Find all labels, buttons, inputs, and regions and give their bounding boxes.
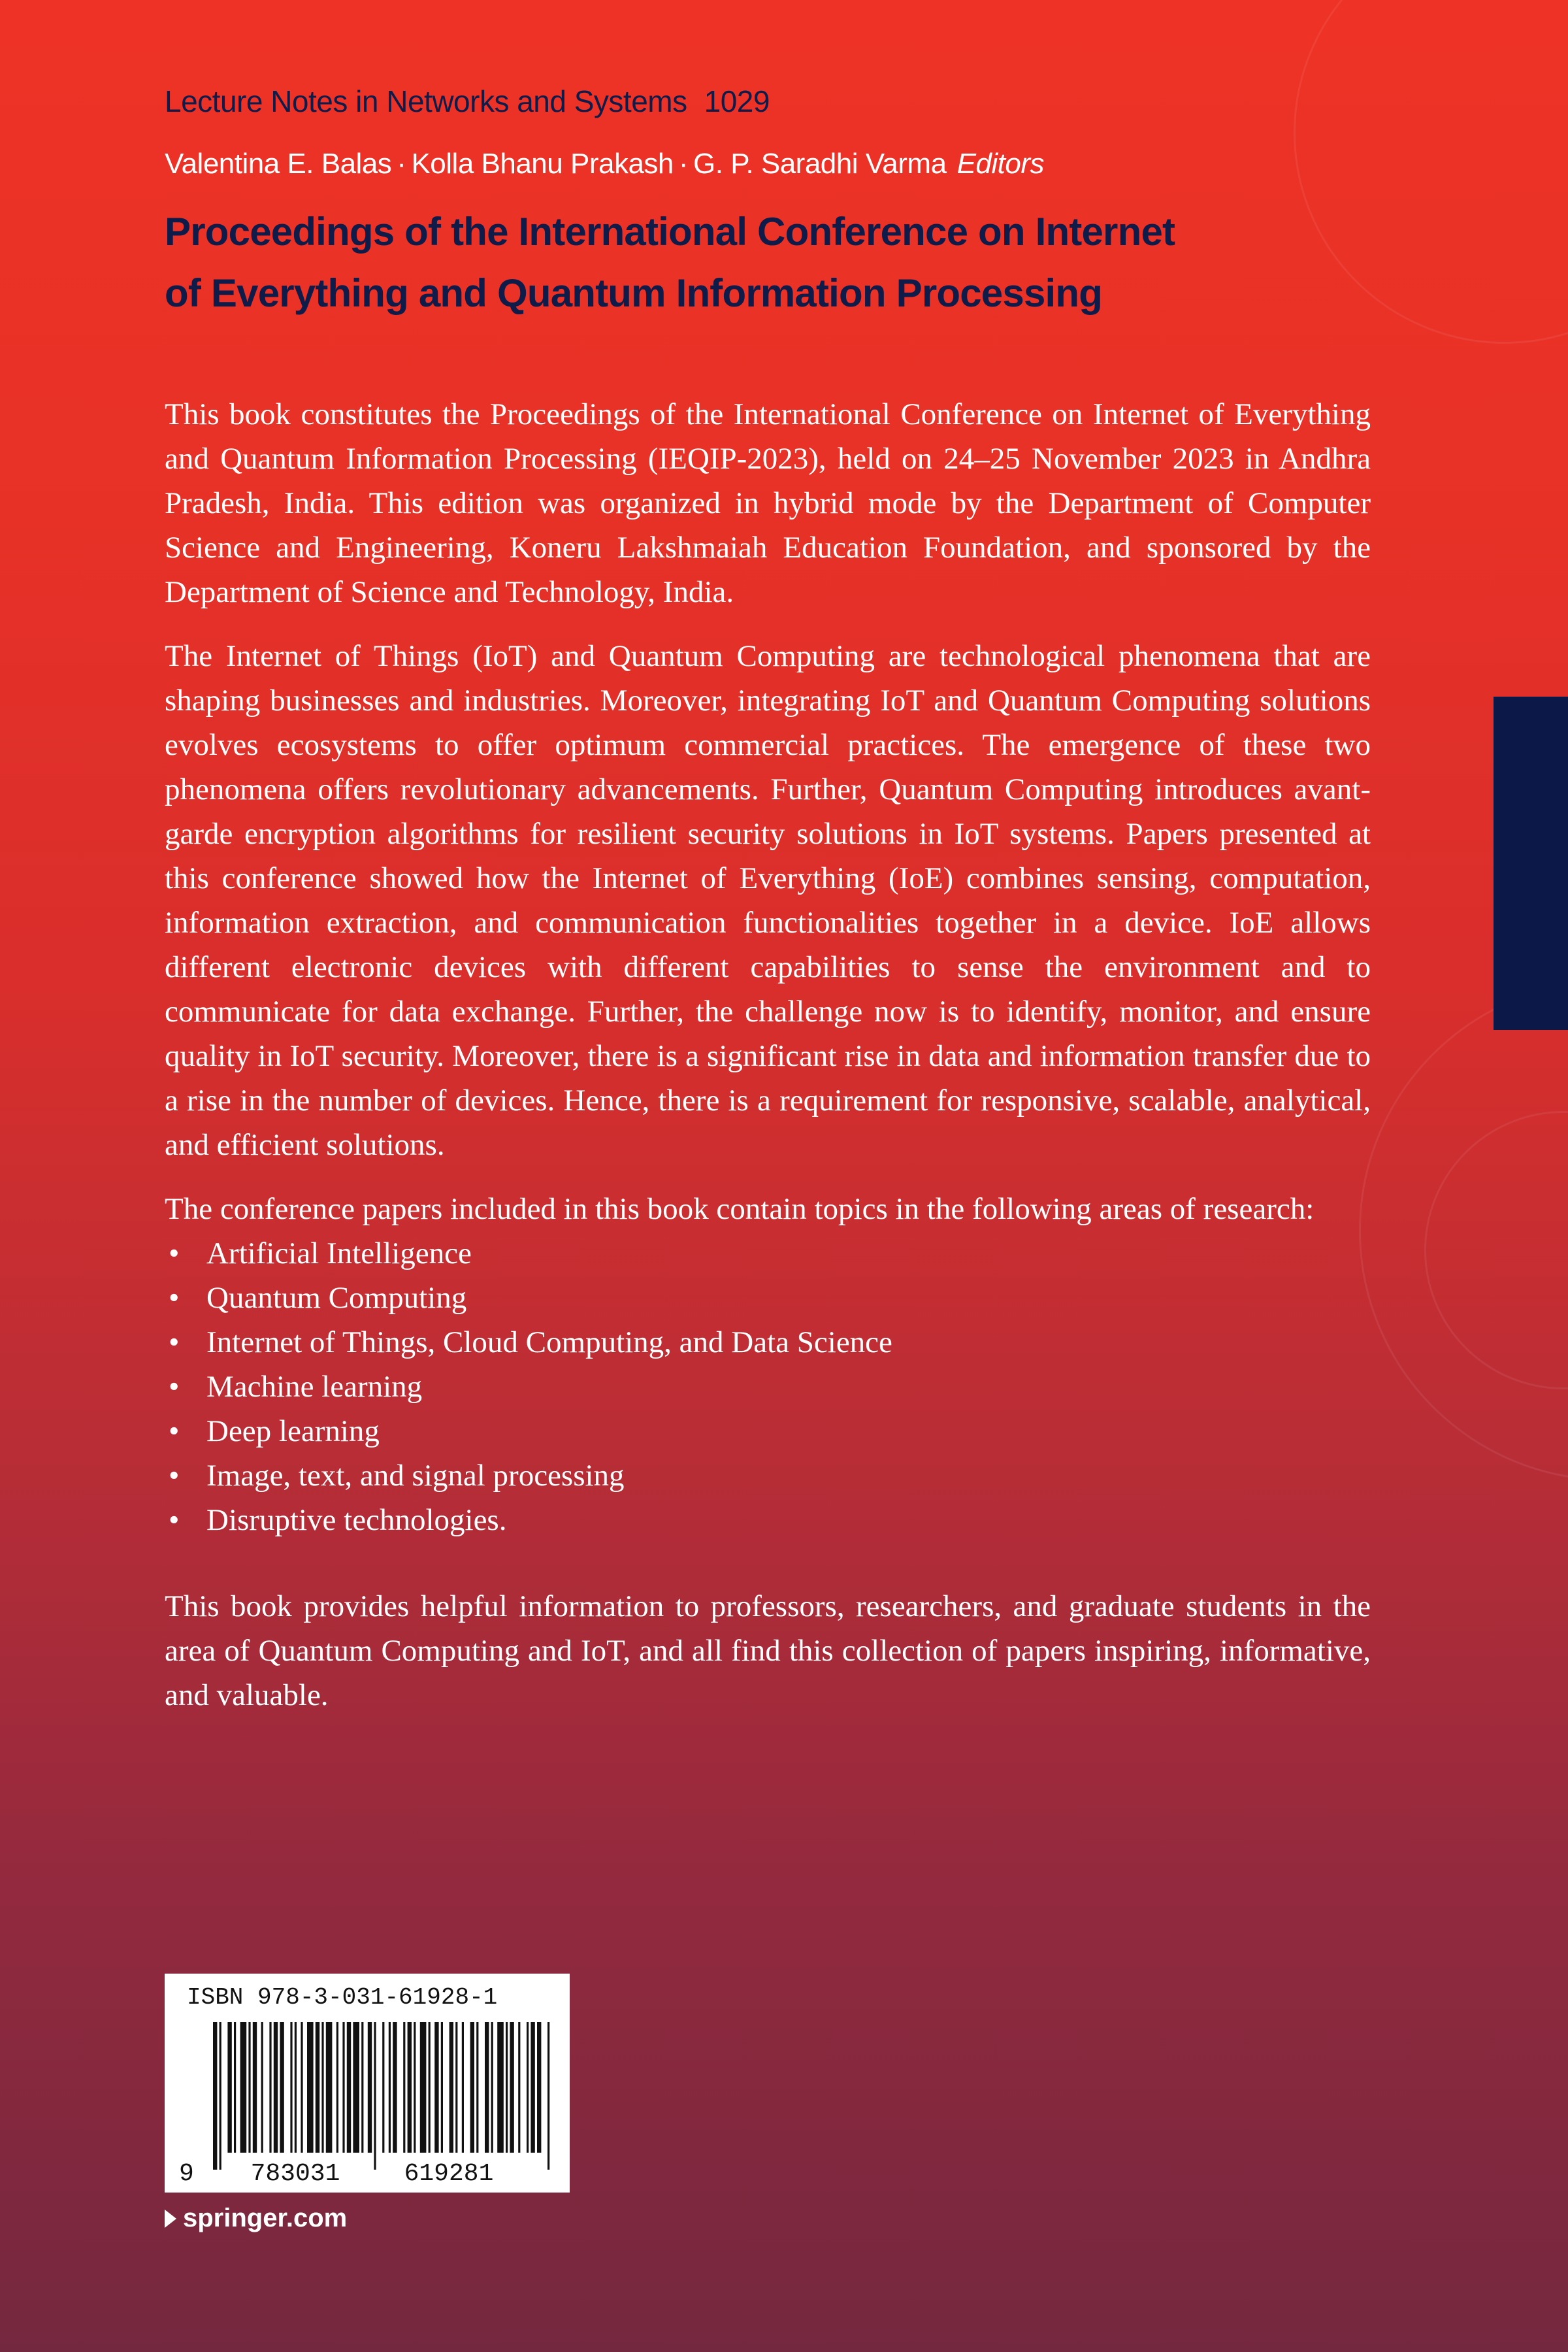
publisher-url: springer.com xyxy=(183,2204,348,2232)
spine-tab xyxy=(1494,697,1568,1030)
blurb-paragraph: This book provides helpful information to professors, researchers, and graduate students in the area of Quantum Computing and IoT, and all find this collection of papers inspiring, informative, and valuable. xyxy=(165,1589,1371,1712)
editors-line xyxy=(165,148,1044,180)
barcode-bar xyxy=(274,2022,278,2153)
bullet-icon: • xyxy=(169,1281,180,1315)
barcode-bar xyxy=(326,2022,333,2153)
barcode-bar xyxy=(240,2022,247,2153)
barcode-bar xyxy=(441,2022,443,2153)
barcode-bar xyxy=(429,2022,431,2153)
isbn-label: ISBN 978-3-031-61928-1 xyxy=(187,1984,498,2011)
barcode-bar xyxy=(537,2022,541,2153)
barcode-bar xyxy=(389,2022,391,2153)
topic-item xyxy=(165,1498,1371,1542)
barcode-bar xyxy=(290,2022,292,2153)
barcode-bar xyxy=(227,2022,231,2153)
barcode-bar xyxy=(280,2022,284,2153)
blurb-paragraph: This book constitutes the Proceedings of the International Conference on Internet of Everything and Quantum Information Processing (IEQIP-2023), held on 24–25 November 2023 in Andhra Pradesh, India. This edition was organized in hybrid mode by the Department of Computer Science and Engineering, Koneru Lakshmaiah Education Foundation, and sponsored by the Department of Science and Technology, India. xyxy=(165,397,1371,609)
barcode-bar xyxy=(374,2022,376,2170)
barcode-bar xyxy=(321,2022,323,2153)
arrow-right-icon xyxy=(165,2210,176,2228)
barcode-bar xyxy=(434,2022,438,2153)
barcode-bar xyxy=(470,2022,474,2153)
book-title-line: Proceedings of the International Conference on Internet xyxy=(165,210,1175,254)
barcode-bar xyxy=(414,2022,416,2153)
bullet-icon: • xyxy=(169,1325,180,1359)
barcode-bar xyxy=(518,2022,520,2153)
blurb-paragraph: The Internet of Things (IoT) and Quantum Computing are technological phenomena that are shaping businesses and industries. Moreover, integrating IoT and Quantum Computing solutions evolves ecosystems to offer optimum commercial practices. The emergence of these two phenomena offers revolutionary advancements. Further, Quantum Computing introduces avant-garde encryption algorithms for resilient security solutions in IoT systems. Papers presented at this conference showed how the Internet of Everything (IoE) combines sensing, computation, information extraction, and communication functionalities together in a device. IoE allows different electronic devices with different capabilities to sense the environment and to communicate for data exchange. Further, the challenge now is to identify, monitor, and ensure quality in IoT security. Moreover, there is a significant rise in data and information transfer due to a rise in the number of devices. Hence, there is a requirement for responsive, scalable, analytical, and efficient solutions. xyxy=(165,639,1371,1162)
barcode-bar xyxy=(307,2022,314,2153)
barcode-bar xyxy=(403,2022,405,2153)
book-title-line: of Everything and Quantum Information Processing xyxy=(165,271,1103,315)
barcode-bar xyxy=(408,2022,412,2153)
series-line xyxy=(165,84,770,119)
barcode-bar xyxy=(368,2022,372,2153)
barcode-bar xyxy=(342,2022,344,2153)
barcode-bar xyxy=(531,2022,534,2153)
bullet-icon: • xyxy=(169,1370,180,1404)
barcode-bar xyxy=(547,2022,549,2170)
barcode-bar xyxy=(353,2022,359,2153)
barcode-bar xyxy=(361,2022,363,2153)
topic-item xyxy=(165,1409,1371,1453)
barcode-bar xyxy=(393,2022,397,2153)
topic-item xyxy=(165,1365,1371,1409)
barcode-bar xyxy=(476,2022,478,2153)
barcode-bar xyxy=(455,2022,457,2153)
barcode-bar xyxy=(497,2022,504,2153)
topic-text: Image, text, and signal processing xyxy=(206,1459,625,1493)
barcode-bar xyxy=(506,2022,508,2153)
bullet-icon: • xyxy=(169,1236,180,1270)
topic-item xyxy=(165,1320,1371,1365)
barcode-digit-group: 619281 xyxy=(404,2160,494,2188)
barcode-bar xyxy=(491,2022,493,2153)
book-title xyxy=(165,201,1275,324)
barcode-bar xyxy=(261,2022,263,2153)
barcode-bar xyxy=(234,2022,236,2153)
editor-name: G. P. Saradhi Varma xyxy=(693,148,947,180)
barcode-bar xyxy=(449,2022,453,2153)
topic-list xyxy=(165,1231,1371,1542)
decorative-ring xyxy=(1294,0,1568,344)
topic-text: Artificial Intelligence xyxy=(206,1236,472,1270)
barcode-icon xyxy=(165,1974,570,2193)
series-name: Lecture Notes in Networks and Systems xyxy=(165,84,687,118)
barcode-bar xyxy=(253,2022,257,2153)
topic-text: Disruptive technologies. xyxy=(206,1503,507,1537)
blurb-paragraph: The conference papers included in this book contain topics in the following areas of research: xyxy=(165,1192,1315,1226)
topic-text: Internet of Things, Cloud Computing, and Data Science xyxy=(206,1325,892,1359)
editor-separator: · xyxy=(678,148,689,180)
topic-item xyxy=(165,1276,1371,1320)
barcode-bar xyxy=(485,2022,489,2153)
barcode-bar xyxy=(347,2022,351,2153)
topic-text: Quantum Computing xyxy=(206,1281,467,1315)
barcode-bar xyxy=(527,2022,529,2153)
isbn-barcode xyxy=(165,1974,570,2193)
barcode-bar xyxy=(295,2022,297,2153)
barcode-bar xyxy=(220,2022,221,2170)
barcode-bar xyxy=(510,2022,514,2153)
barcode-bar xyxy=(213,2022,217,2170)
bullet-icon: • xyxy=(169,1414,180,1448)
barcode-bar xyxy=(269,2022,271,2153)
topic-item xyxy=(165,1453,1371,1498)
series-volume: 1029 xyxy=(704,84,770,118)
publisher-link[interactable] xyxy=(165,2204,347,2233)
bullet-icon: • xyxy=(169,1503,180,1537)
topic-item xyxy=(165,1231,1371,1276)
editor-name: Valentina E. Balas xyxy=(165,148,392,180)
barcode-digit-lead: 9 xyxy=(179,2160,194,2188)
editor-name: Kolla Bhanu Prakash xyxy=(411,148,674,180)
barcode-bar xyxy=(462,2022,464,2153)
blurb xyxy=(165,392,1371,1737)
topic-text: Deep learning xyxy=(206,1414,380,1448)
barcode-bar xyxy=(420,2022,427,2153)
topic-text: Machine learning xyxy=(206,1370,423,1404)
barcode-bar xyxy=(382,2022,384,2153)
barcode-bar xyxy=(316,2022,319,2153)
barcode-bar xyxy=(301,2022,302,2153)
barcode-bar xyxy=(248,2022,250,2153)
editors-role: Editors xyxy=(956,148,1045,180)
barcode-digit-group: 783031 xyxy=(250,2160,340,2188)
bullet-icon: • xyxy=(169,1459,180,1493)
editor-separator: · xyxy=(397,148,406,180)
barcode-bar xyxy=(336,2022,338,2153)
